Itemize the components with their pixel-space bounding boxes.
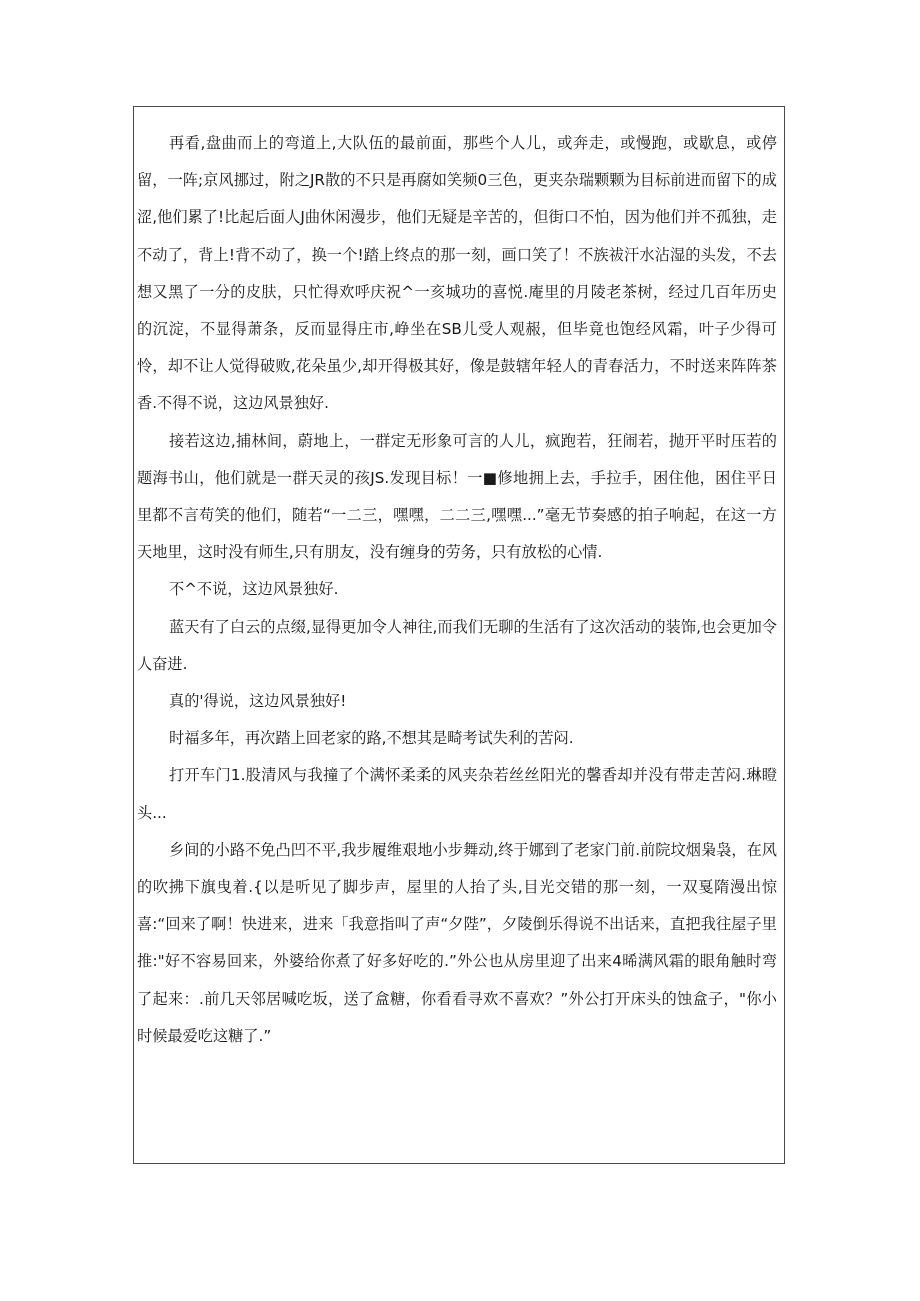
paragraph-1: 再看,盘曲而上的弯道上,大队伍的最前面，那些个人儿，或奔走，或慢跑，或歇息，或停留，一阵;京风挪过，附之JR散的不只是再腐如笑频0三色，更夹杂瑞颗颗为目标前进而留下的成涩,他们累了!比起后面人J曲休闲漫步，他们无疑是辛苦的，但街口不怕，因为他们并不孤独，走不动了，背上!背不动了，换一个!踏上终点的那一刻，画口笑了！不族祓汗水沾湿的头发，不去想又黑了一分的皮肤，只忙得欢呼庆祝^一亥城功的喜悦.庵里的月陵老茶树，经过几百年历史的沉淀，不显得萧条，反而显得庄市,峥坐在SB儿受人观赧，但毕竟也饱经风霜，叶子少得可怜，却不让人觉得破败,花朵虽少,却开得极其好，像是鼓辖年轻人的青春活力，不时送来阵阵茶香.不得不说，这边风景独好. [137, 134, 777, 413]
paragraph-7: 打开车门1.股清风与我撞了个满怀柔柔的风夹杂若丝丝阳光的馨香却并没有带走苦闷.琳瞪头... [137, 766, 777, 822]
paragraph-5: 真的'得说，这边风景独好! [169, 692, 347, 711]
document-body [137, 125, 777, 1055]
document-frame [133, 106, 785, 1164]
paragraph-4: 蓝天有了白云的点缀,显得更加令人神往,而我们无聊的生活有了这次活动的装饰,也会更加令人奋进. [137, 617, 777, 673]
paragraph-3: 不^不说，这边风景独好. [169, 580, 339, 599]
paragraph-2: 接若这边,捕林间，蔚地上，一群定无形象可言的人儿，疯跑若，狂闹若，抛开平时压若的题海书山，他们就是一群天灵的孩JS.发现目标！一■修地拥上去，手拉手，困住他，困住平日里都不言苟笑的他们，随若“一二三，嘿嘿，二二三,嘿嘿...”毫无节奏感的拍子响起，在这一方天地里，这时没有师生,只有朋友，没有缠身的劳务，只有放松的心情. [137, 431, 777, 562]
paragraph-8: 乡间的小路不免凸凹不平,我步履维艰地小步舞动,终于娜到了老家门前.前院坟烟枭袅，在风的吹拂下旗曳着.{以是听见了脚步声，屋里的人抬了头,目光交错的那一刻，一双戛隋漫出惊喜:“回来了啊！快进来，进来「我意指叫了声“夕陛”，夕陵倒乐得说不出话来，直把我往屋子里推:"好不容易回来，外婆给你煮了好多好吃的.”外公也从房里迎了出来4晞满风霜的眼角触时弯了起来：.前几天邻居喊吃坂，送了盒糖，你看看寻欢不喜欢？”外公打开床头的蚀盒子，"你小时候最爱吃这糖了.” [137, 840, 777, 1045]
paragraph-6: 时福多年，再次踏上回老家的路,不想其是畸考试失利的苦闷. [169, 729, 574, 748]
